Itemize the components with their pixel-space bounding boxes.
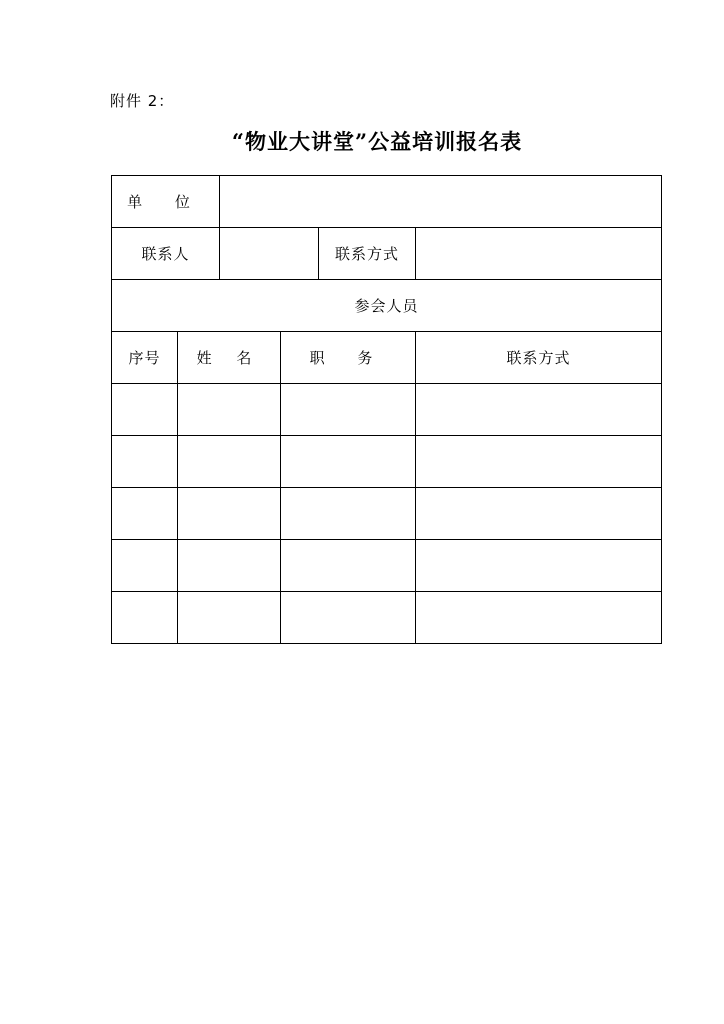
row-position-cell[interactable]	[281, 592, 416, 644]
table-row	[112, 540, 662, 592]
row-index-cell[interactable]	[112, 436, 178, 488]
column-header-position: 职 务	[281, 332, 416, 384]
row-position-cell[interactable]	[281, 488, 416, 540]
row-name-cell[interactable]	[178, 540, 281, 592]
unit-field[interactable]	[220, 176, 662, 228]
column-header-row	[112, 332, 662, 384]
row-index-cell[interactable]	[112, 592, 178, 644]
row-contact-cell[interactable]	[416, 436, 662, 488]
row-name-cell[interactable]	[178, 384, 281, 436]
row-position-cell[interactable]	[281, 384, 416, 436]
row-index-cell[interactable]	[112, 488, 178, 540]
row-name-cell[interactable]	[178, 592, 281, 644]
row-name-cell[interactable]	[178, 436, 281, 488]
row-contact-cell[interactable]	[416, 384, 662, 436]
attendees-heading-row	[112, 280, 662, 332]
attachment-label: 附件 2：	[110, 92, 175, 110]
row-contact-cell[interactable]	[416, 592, 662, 644]
contact-method-field[interactable]	[416, 228, 662, 280]
table-row	[112, 592, 662, 644]
column-header-contact: 联系方式	[416, 332, 662, 384]
page-title: “物业大讲堂”公益培训报名表	[231, 129, 523, 154]
row-position-cell[interactable]	[281, 540, 416, 592]
row-contact-cell[interactable]	[416, 488, 662, 540]
attendees-heading: 参会人员	[112, 280, 662, 332]
table-row	[112, 488, 662, 540]
column-header-index: 序号	[112, 332, 178, 384]
row-index-cell[interactable]	[112, 540, 178, 592]
row-index-cell[interactable]	[112, 384, 178, 436]
contact-person-field[interactable]	[220, 228, 319, 280]
column-header-name: 姓 名	[178, 332, 281, 384]
unit-row	[112, 176, 662, 228]
table-row	[112, 436, 662, 488]
row-position-cell[interactable]	[281, 436, 416, 488]
contact-method-label: 联系方式	[319, 228, 416, 280]
contact-row	[112, 228, 662, 280]
contact-person-label: 联系人	[112, 228, 220, 280]
row-contact-cell[interactable]	[416, 540, 662, 592]
row-name-cell[interactable]	[178, 488, 281, 540]
table-row	[112, 384, 662, 436]
registration-form-table	[111, 175, 662, 644]
unit-label: 单 位	[112, 176, 220, 228]
